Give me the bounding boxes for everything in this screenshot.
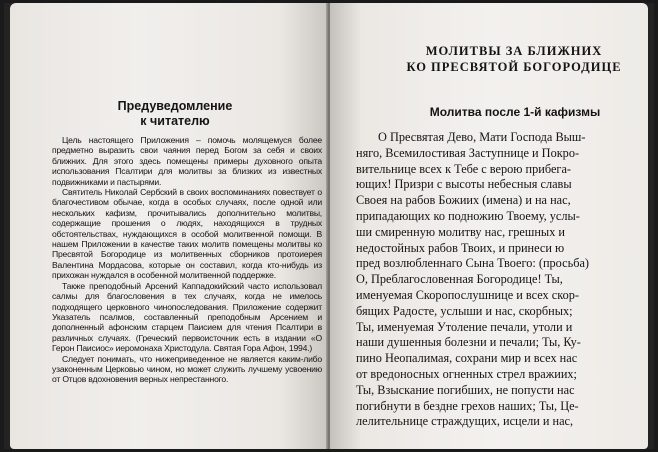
prayer-line: Ты, Взыскание погибших, не попусти нас (356, 382, 575, 397)
prayer-line: Ты, именуемая Утоление печали, утоли и (356, 319, 573, 334)
preface-paragraph-2: Святитель Николай Сербский в своих воспоминаниях повествует о благочестивом обычае, когда в особых случаях, после одной или нескольких кафизм, прочитывались дополнительно молитвы, содержащие прошения о людях, находящихся в трудных обстоятельствах, нуждающихся в особой молитвенной помощи. В нашем Приложении в качестве таких молитв помещены молитвы ко Пресвятой Богородице из молитвенных сборников протоиерея Валентина Мордасова, которые он составил, когда кто-нибудь из прихожан нуждался в особенной молитвенной поддержке. (52, 187, 322, 281)
preface-paragraph-4: Следует понимать, что нижеприведенное не является каким-либо узаконенным Церковью чином, но может служить лучшему усвоению от Отцов вдохновения верных непрестанного. (52, 353, 322, 385)
prayer-line: Своея на рабов Божиих (имена) и на нас, (356, 193, 571, 208)
prayer-line: пред возлюбленнаго Сына Твоего: (просьба) (356, 256, 590, 271)
prayer-line: лелительнице страждущих, исцели и нас, (356, 414, 574, 429)
prayer-line: бящих Радосте, услыши и нас, скорбных; (356, 303, 573, 318)
prayer-subtitle: Молитва после 1-й кафизмы (429, 105, 601, 119)
prayer-line: пино Неопалимая, сохрани мир и всех нас (356, 351, 578, 366)
right-page (330, 3, 648, 449)
prayer-line: няго, Всемилостивая Заступнице и Покро- (356, 145, 580, 160)
prayers-title-line1: МОЛИТВЫ ЗА БЛИЖНИХ (425, 44, 603, 58)
prayer-line: наши душенныя болезни и печали; Ты, Ку- (356, 335, 581, 350)
prayers-title-line2: КО ПРЕСВЯТОЙ БОГОРОДИЦЕ (406, 60, 622, 74)
preface-paragraph-1: Цель настоящего Приложения – помочь молящемуся более предметно выразить свои чаяния перед Богом за себя и своих ближних. Для этого здесь помещены примеры духовного опыта использования Псалтири для молитвы за близких из известных подвижниками и пастырями. (52, 135, 322, 187)
preface-paragraph-3: Также преподобный Арсений Каппадокийский часто использовал салмы для благословения в тех случаях, когда не имелось подходящего церковного чинопоследования. Приложение содержит Указатель псалмов, составленный преподобным Арсением и дополненный афонским старцем Паисием для чтения Псалтири в различных случаях. (Греческий первоисточник есть в издании «О Герон Паисиос» иеромонаха Христодула. Святая Гора Афон, 1994.) (52, 280, 322, 354)
prayer-line: от вредоносных огненных стрел вражиих; (356, 366, 577, 381)
prayer-line: О, Преблагословенная Богородице! Ты, (356, 272, 563, 287)
left-page (10, 3, 328, 449)
prayer-line: вительнице всех к Тебе с верою прибега- (356, 161, 572, 176)
preface-body (52, 135, 322, 385)
prayer-line: недостойных рабов Твоих, и принеси ю (356, 240, 565, 255)
prayer-line: ши смиренную молитву нас, грешных и (356, 224, 565, 239)
prayer-body (356, 130, 632, 430)
prayer-line: погибнути в бездне грехов наших; Ты, Це- (356, 398, 579, 413)
prayers-title (392, 43, 636, 75)
prayer-line: припадающих ко подножию Твоему, услы- (356, 208, 580, 223)
prayer-line: ющих! Призри с высоты небесныя славы (356, 177, 572, 192)
preface-title-line2: к читателю (140, 114, 210, 128)
prayer-line: О Пресвятая Дево, Мати Господа Выш- (378, 130, 586, 144)
prayer-line: именуемая Скоропослушнице и всех скор- (356, 287, 579, 302)
preface-title-line1: Предуведомление (117, 99, 233, 113)
open-book (4, 3, 654, 449)
preface-title (50, 99, 300, 129)
